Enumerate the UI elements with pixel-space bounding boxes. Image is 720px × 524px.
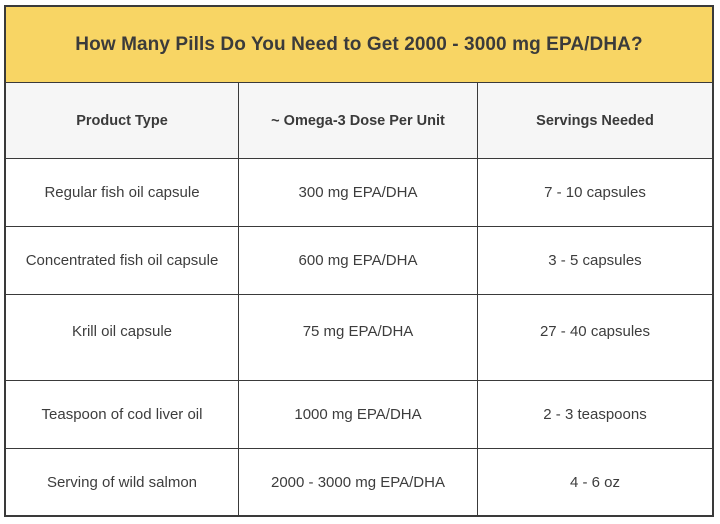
omega3-dose-cell: 75 mg EPA/DHA (239, 295, 478, 380)
product-type-cell: Concentrated fish oil capsule (6, 227, 239, 294)
omega3-dose-cell: 1000 mg EPA/DHA (239, 381, 478, 448)
table-row (6, 227, 712, 295)
servings-needed-cell: 27 - 40 capsules (539, 323, 651, 340)
servings-needed-cell: 3 - 5 capsules (548, 252, 642, 269)
product-type-cell: Regular fish oil capsule (6, 159, 239, 226)
table-grid (6, 83, 712, 515)
column-header-servings-needed: Servings Needed (536, 112, 654, 129)
omega3-dose-cell: 300 mg EPA/DHA (239, 159, 478, 226)
column-header-omega3-dose: ~ Omega-3 Dose Per Unit (239, 83, 478, 158)
servings-needed-cell: 4 - 6 oz (569, 473, 621, 491)
product-type-cell: Teaspoon of cod liver oil (6, 381, 239, 448)
table-row (6, 449, 712, 515)
servings-needed-cell: 7 - 10 capsules (544, 184, 646, 201)
dosage-table (4, 5, 714, 517)
omega3-dose-cell: 2000 - 3000 mg EPA/DHA (239, 449, 478, 515)
table-title: How Many Pills Do You Need to Get 2000 - 3000 mg EPA/DHA? (75, 33, 643, 55)
table-header-row (6, 83, 712, 159)
table-title-bar (6, 7, 712, 83)
product-type-cell: Krill oil capsule (6, 295, 239, 380)
servings-needed-cell: 2 - 3 teaspoons (543, 406, 647, 423)
table-row (6, 159, 712, 227)
table-row (6, 381, 712, 449)
column-header-product-type: Product Type (6, 83, 239, 158)
table-row (6, 295, 712, 381)
product-type-cell: Serving of wild salmon (6, 449, 239, 515)
omega3-dose-cell: 600 mg EPA/DHA (239, 227, 478, 294)
